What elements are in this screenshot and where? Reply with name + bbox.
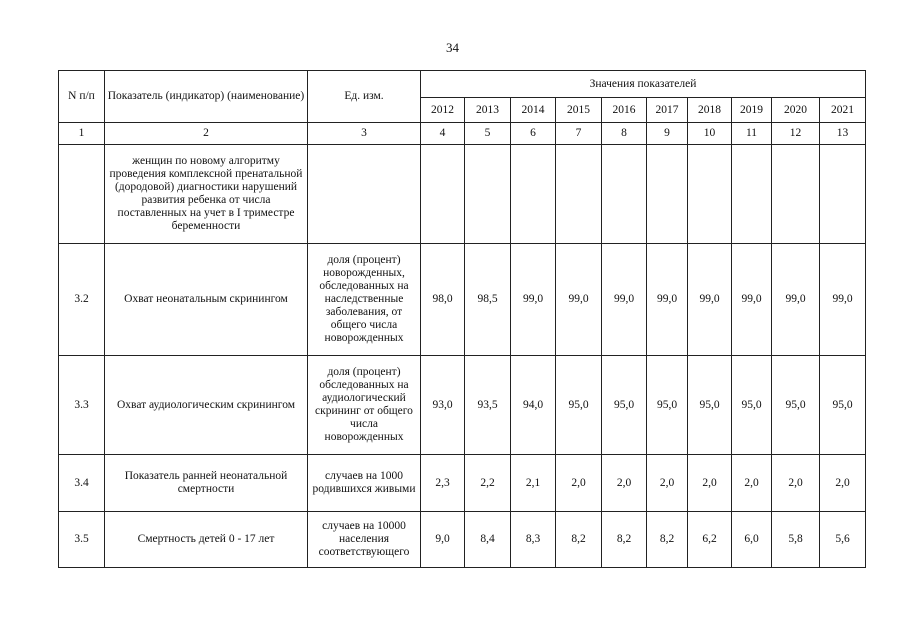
indicator-value: 95,0 [732,356,772,455]
page-number: 34 [446,40,459,55]
column-number: 12 [772,123,820,145]
column-number: 4 [421,123,465,145]
indicator-value: 99,0 [688,244,732,356]
header-year: 2017 [647,98,688,123]
table-body [59,123,866,568]
column-number: 7 [556,123,602,145]
column-number: 11 [732,123,772,145]
indicator-value: 5,8 [772,512,820,568]
indicator-name: Смертность детей 0 - 17 лет [105,512,308,568]
indicator-value: 8,2 [602,512,647,568]
unit-of-measure: доля (процент) обследованных на аудиологический скрининг от общего числа новорожденных [308,356,421,455]
indicator-value [688,145,732,244]
indicator-name: Показатель ранней неонатальной смертности [105,455,308,512]
table-row [59,512,866,568]
row-number: 3.3 [59,356,105,455]
header-unit: Ед. изм. [308,71,421,123]
indicator-value: 2,0 [732,455,772,512]
indicator-value: 2,0 [688,455,732,512]
indicator-value: 8,3 [511,512,556,568]
column-number: 8 [602,123,647,145]
row-number: 3.4 [59,455,105,512]
indicator-value: 8,2 [647,512,688,568]
indicator-value: 6,0 [732,512,772,568]
indicator-value: 99,0 [602,244,647,356]
header-num: N п/п [59,71,105,123]
header-year: 2016 [602,98,647,123]
indicator-value: 2,0 [772,455,820,512]
column-number: 10 [688,123,732,145]
column-number: 2 [105,123,308,145]
indicator-value: 99,0 [772,244,820,356]
indicator-value: 99,0 [556,244,602,356]
indicator-value: 95,0 [647,356,688,455]
indicator-value: 2,2 [465,455,511,512]
indicator-name: Охват аудиологическим скринингом [105,356,308,455]
indicator-value [772,145,820,244]
indicator-value: 6,2 [688,512,732,568]
row-number: 3.5 [59,512,105,568]
indicator-value [602,145,647,244]
column-number: 6 [511,123,556,145]
row-number: 3.2 [59,244,105,356]
indicator-value: 95,0 [688,356,732,455]
indicator-name: женщин по новому алгоритму проведения комплексной пренатальной (дородовой) диагностики нарушений развития ребенка от числа поставленных на учет в I триместре беременности [105,145,308,244]
header-year: 2015 [556,98,602,123]
indicator-value: 2,3 [421,455,465,512]
indicator-value [421,145,465,244]
column-number: 13 [820,123,866,145]
column-numbers-row [59,123,866,145]
header-values: Значения показателей [421,71,866,98]
header-year: 2018 [688,98,732,123]
indicator-value [820,145,866,244]
indicator-value [556,145,602,244]
indicator-value: 95,0 [772,356,820,455]
indicator-value: 99,0 [647,244,688,356]
indicator-value: 95,0 [820,356,866,455]
header-indicator: Показатель (индикатор) (наименование) [105,71,308,123]
column-number: 5 [465,123,511,145]
row-number [59,145,105,244]
indicator-value: 2,0 [820,455,866,512]
column-number: 3 [308,123,421,145]
indicator-value: 8,4 [465,512,511,568]
indicator-value [732,145,772,244]
indicator-value: 5,6 [820,512,866,568]
header-year: 2019 [732,98,772,123]
indicator-value: 99,0 [732,244,772,356]
indicator-value: 93,0 [421,356,465,455]
table-row [59,145,866,244]
indicator-value: 2,1 [511,455,556,512]
indicator-value [511,145,556,244]
indicator-value: 2,0 [602,455,647,512]
indicator-value: 8,2 [556,512,602,568]
table-header [59,71,866,123]
header-year: 2014 [511,98,556,123]
unit-of-measure: случаев на 1000 родившихся живыми [308,455,421,512]
header-year: 2020 [772,98,820,123]
indicator-value: 94,0 [511,356,556,455]
table-row [59,244,866,356]
indicator-name: Охват неонатальным скринингом [105,244,308,356]
indicator-value [465,145,511,244]
header-year: 2021 [820,98,866,123]
indicator-value: 93,5 [465,356,511,455]
table-row [59,455,866,512]
indicator-value: 2,0 [647,455,688,512]
unit-of-measure: случаев на 10000 населения соответствующего [308,512,421,568]
indicator-value: 98,0 [421,244,465,356]
indicator-value: 99,0 [820,244,866,356]
header-year: 2012 [421,98,465,123]
column-number: 1 [59,123,105,145]
indicator-value [647,145,688,244]
indicator-value: 98,5 [465,244,511,356]
indicator-value: 9,0 [421,512,465,568]
unit-of-measure [308,145,421,244]
unit-of-measure: доля (процент) новорожденных, обследованных на наследственные заболевания, от общего числа новорожденных [308,244,421,356]
table-row [59,356,866,455]
indicator-value: 99,0 [511,244,556,356]
indicator-value: 95,0 [556,356,602,455]
indicators-table [58,70,866,568]
indicator-value: 2,0 [556,455,602,512]
indicator-value: 95,0 [602,356,647,455]
column-number: 9 [647,123,688,145]
header-year: 2013 [465,98,511,123]
